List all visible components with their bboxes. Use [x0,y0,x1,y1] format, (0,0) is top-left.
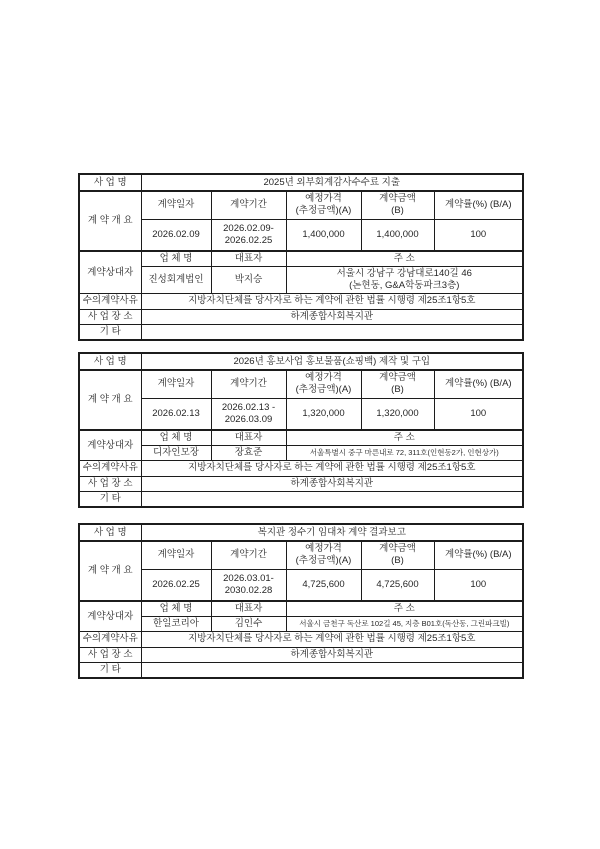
project-name-label: 사 업 명 [79,174,141,191]
address-header: 주 소 [286,601,523,616]
contract-date-value: 2026.02.09 [141,219,211,251]
contract-amount-value: 4,725,600 [361,569,434,601]
contractor-label: 계약상대자 [79,251,141,293]
contract-table-2 [78,352,524,508]
col-header-contract-period: 계약기간 [211,191,286,219]
overview-label: 계 약 개 요 [79,191,141,251]
etc-value [141,662,523,677]
col-header-contract-date: 계약일자 [141,191,211,219]
company-name-header: 업 체 명 [141,430,211,445]
col-header-estimated-price: 예정가격 (추정금액)(A) [286,541,361,569]
negotiated-reason-value: 지방자치단체를 당사자로 하는 계약에 관한 법률 시행령 제25조1항5호 [141,460,523,476]
company-name-header: 업 체 명 [141,601,211,616]
address-value: 서울시 강남구 강남대로140길 46 (논현동, G&A학동파크3층) [286,266,523,293]
contract-amount-value: 1,400,000 [361,219,434,251]
negotiated-reason-value: 지방자치단체를 당사자로 하는 계약에 관한 법률 시행령 제25조1항5호 [141,631,523,647]
negotiated-reason-label: 수의계약사유 [79,293,141,309]
negotiated-reason-label: 수의계약사유 [79,460,141,476]
contract-rate-value: 100 [434,219,523,251]
col-header-estimated-price: 예정가격 (추정금액)(A) [286,191,361,219]
contract-period-value: 2026.02.13 - 2026.03.09 [211,398,286,430]
contract-table-3 [78,523,524,679]
project-title: 2026년 홍보사업 홍보물품(쇼핑백) 제작 및 구입 [141,353,523,370]
company-name-value: 디자인모장 [141,445,211,460]
contract-period-value: 2026.03.01- 2030.02.28 [211,569,286,601]
business-site-value: 하계종합사회복지관 [141,476,523,491]
project-name-label: 사 업 명 [79,353,141,370]
col-header-contract-amount: 계약금액 (B) [361,541,434,569]
business-site-label: 사 업 장 소 [79,476,141,491]
address-value: 서울특별시 중구 마른내로 72, 311호(인현동2가, 인현상가) [286,445,523,460]
contract-rate-value: 100 [434,569,523,601]
col-header-contract-rate: 계약률(%) (B/A) [434,541,523,569]
business-site-value: 하계종합사회복지관 [141,647,523,662]
contract-date-value: 2026.02.13 [141,398,211,430]
representative-header: 대표자 [211,430,286,445]
representative-value: 김인수 [211,616,286,631]
project-name-label: 사 업 명 [79,524,141,541]
etc-value [141,491,523,506]
col-header-contract-date: 계약일자 [141,541,211,569]
address-header: 주 소 [286,430,523,445]
business-site-value: 하계종합사회복지관 [141,309,523,324]
col-header-estimated-price: 예정가격 (추정금액)(A) [286,370,361,398]
estimated-price-value: 1,320,000 [286,398,361,430]
contract-period-value: 2026.02.09- 2026.02.25 [211,219,286,251]
representative-value: 박지승 [211,266,286,293]
contractor-label: 계약상대자 [79,601,141,631]
estimated-price-value: 1,400,000 [286,219,361,251]
etc-label: 기 타 [79,662,141,677]
col-header-contract-amount: 계약금액 (B) [361,191,434,219]
contract-amount-value: 1,320,000 [361,398,434,430]
representative-header: 대표자 [211,601,286,616]
project-title: 2025년 외부회계감사수수료 지출 [141,174,523,191]
business-site-label: 사 업 장 소 [79,309,141,324]
col-header-contract-date: 계약일자 [141,370,211,398]
overview-label: 계 약 개 요 [79,541,141,601]
company-name-header: 업 체 명 [141,251,211,266]
address-header: 주 소 [286,251,523,266]
project-title: 복지관 정수기 임대차 계약 결과보고 [141,524,523,541]
estimated-price-value: 4,725,600 [286,569,361,601]
col-header-contract-period: 계약기간 [211,541,286,569]
col-header-contract-amount: 계약금액 (B) [361,370,434,398]
company-name-value: 진성회계법인 [141,266,211,293]
col-header-contract-period: 계약기간 [211,370,286,398]
etc-label: 기 타 [79,491,141,506]
negotiated-reason-value: 지방자치단체를 당사자로 하는 계약에 관한 법률 시행령 제25조1항5호 [141,293,523,309]
business-site-label: 사 업 장 소 [79,647,141,662]
contract-date-value: 2026.02.25 [141,569,211,601]
overview-label: 계 약 개 요 [79,370,141,430]
company-name-value: 한일코리아 [141,616,211,631]
etc-value [141,324,523,339]
representative-value: 장효준 [211,445,286,460]
contract-table-1 [78,173,524,341]
etc-label: 기 타 [79,324,141,339]
address-value: 서울시 금천구 독산로 102길 45, 지층 B01호(독산동, 그린파크빌) [286,616,523,631]
col-header-contract-rate: 계약률(%) (B/A) [434,370,523,398]
negotiated-reason-label: 수의계약사유 [79,631,141,647]
representative-header: 대표자 [211,251,286,266]
col-header-contract-rate: 계약률(%) (B/A) [434,191,523,219]
contract-rate-value: 100 [434,398,523,430]
contractor-label: 계약상대자 [79,430,141,460]
